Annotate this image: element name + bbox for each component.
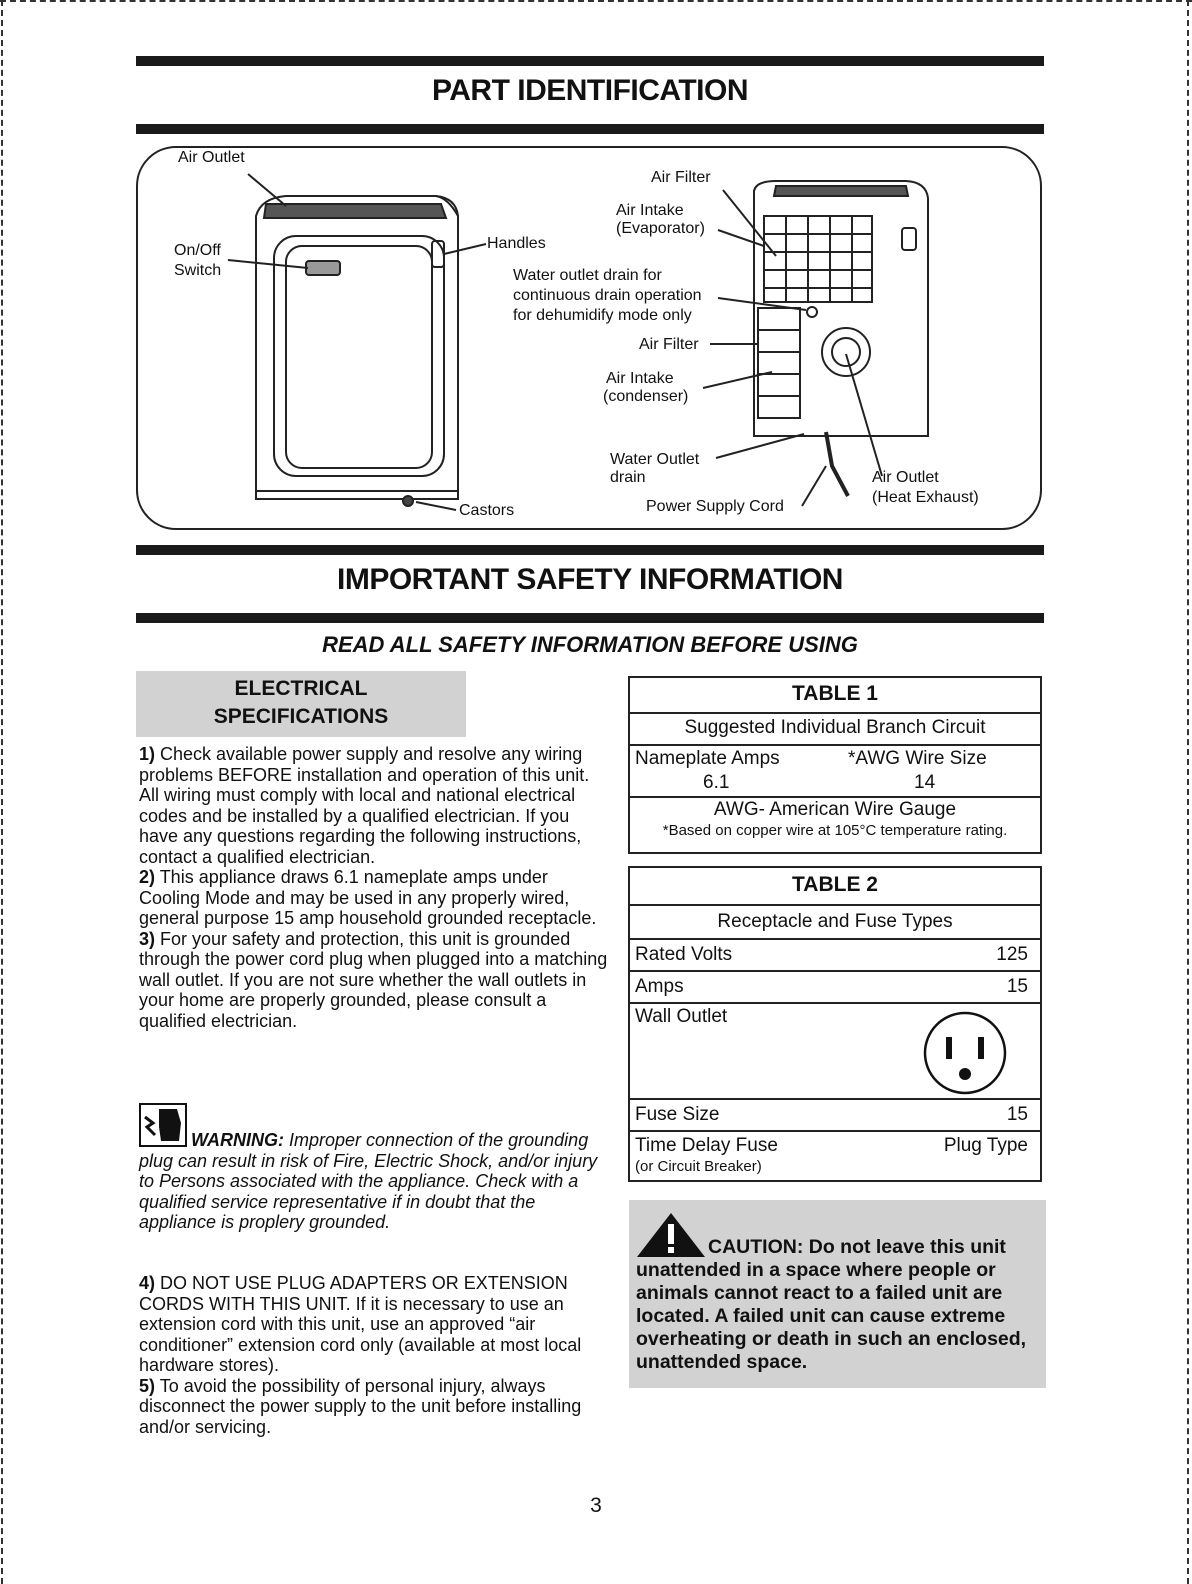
label-handles: Handles — [487, 235, 546, 252]
caution-body: Do not leave this unit unattended in a space where people or animals cannot react to a failed unit are located. A failed unit can cause extreme overheating or death in such an enclosed, unattended space. — [636, 1236, 1027, 1373]
rear-unit-grille — [774, 186, 908, 196]
drain-port — [807, 307, 817, 317]
leaders — [228, 174, 882, 510]
label-power-cord: Power Supply Cord — [646, 498, 784, 515]
table2-fuse-size-row — [630, 1098, 1040, 1130]
exhaust-fan-inner — [832, 338, 860, 366]
label-water-outlet-2: drain — [610, 469, 646, 486]
label-air-outlet-exhaust-2: (Heat Exhaust) — [872, 489, 979, 506]
front-handle — [432, 241, 444, 267]
safety-rule-bottom — [136, 613, 1044, 623]
rear-handle — [902, 228, 916, 250]
safety-rule-top — [136, 545, 1044, 555]
condenser-grid — [758, 330, 800, 396]
table2-rated-volts-row — [630, 938, 1040, 970]
table-1 — [628, 676, 1042, 854]
table1-col2-header: *AWG Wire Size — [848, 748, 987, 769]
page-number: 3 — [590, 1494, 602, 1517]
label-air-filter-top: Air Filter — [651, 169, 711, 186]
safety-item-2: 2) This appliance draws 6.1 nameplate amps under Cooling Mode and may be used in any properly wired, general purpose 15 amp household grounded receptacle. — [139, 867, 597, 928]
fuse-size-value: 15 — [1006, 1104, 1028, 1125]
table1-col1-value: 6.1 — [703, 772, 730, 793]
table1-note-2: *Based on copper wire at 105°C temperature rating. — [662, 822, 1008, 839]
amps-label: Amps — [635, 976, 684, 997]
rated-volts-value: 125 — [996, 944, 1028, 965]
electrical-spec-line-1: ELECTRICAL — [234, 677, 368, 700]
front-panel — [274, 236, 444, 476]
label-on-off-1: On/Off — [174, 242, 221, 259]
table1-subtitle: Suggested Individual Branch Circuit — [630, 712, 1040, 744]
safety-item-4: 4) DO NOT USE PLUG ADAPTERS OR EXTENSION CORDS WITH THIS UNIT. If it is necessary to use an extension cord with this unit, use an approved “air conditioner” extension cord only (available at most local hardware stores). — [139, 1273, 582, 1375]
on-off-switch — [306, 261, 340, 275]
table2-time-delay-row — [630, 1130, 1040, 1180]
part-identification-title: PART IDENTIFICATION — [431, 74, 749, 107]
label-air-intake-cond-2: (condenser) — [603, 388, 689, 405]
table-2 — [628, 866, 1042, 1182]
time-delay-sub: (or Circuit Breaker) — [635, 1158, 762, 1175]
rated-volts-label: Rated Volts — [635, 944, 733, 965]
evaporator-intake — [764, 216, 872, 302]
table1-values-row — [630, 744, 1040, 796]
amps-value: 15 — [1006, 976, 1028, 997]
table1-notes-row — [630, 796, 1040, 852]
cut-line-left — [1, 0, 3, 1584]
label-air-intake-evap-1: Air Intake — [616, 202, 684, 219]
warning-body: Improper connection of the grounding plug can result in risk of Fire, Electric Shock, and/or injury to Persons associated with the appliance. Check with a qualified service representative if in doubt that the appliance is proplery grounded. — [139, 1130, 598, 1232]
cut-line-top — [0, 0, 1192, 2]
table2-amps-row — [630, 970, 1040, 1002]
exhaust-fan-outer — [822, 328, 870, 376]
title-rule-top — [136, 56, 1044, 66]
condenser-intake — [758, 308, 800, 418]
safety-items-4-5 — [139, 1273, 611, 1437]
table1-col2-value: 14 — [914, 772, 936, 793]
safety-subtitle: READ ALL SAFETY INFORMATION BEFORE USING — [322, 632, 858, 657]
title-rule-bottom — [136, 124, 1044, 134]
caution-lead: CAUTION: — [708, 1236, 804, 1258]
electrical-spec-line-2: SPECIFICATIONS — [213, 705, 389, 728]
table2-title: TABLE 2 — [792, 873, 878, 896]
front-unit-grille — [264, 204, 446, 218]
table1-title: TABLE 1 — [792, 682, 878, 705]
label-water-drain-1: Water outlet drain for — [513, 267, 662, 284]
caution-paragraph — [636, 1236, 1044, 1374]
safety-items-1-3 — [139, 744, 611, 1031]
table2-wall-outlet-row — [630, 1002, 1040, 1098]
power-cord — [826, 432, 848, 496]
label-on-off-2: Switch — [174, 262, 222, 279]
time-delay-label: Time Delay Fuse — [635, 1135, 778, 1156]
label-air-filter-lower: Air Filter — [639, 336, 699, 353]
fuse-size-label: Fuse Size — [635, 1104, 720, 1125]
safety-item-3: 3) For your safety and protection, this unit is grounded through the power cord plug when plugged into a matching wall outlet. If you are not sure whether the wall outlets in your home are properly grounded, please consult a qualified electrician. — [139, 928, 608, 1031]
table1-note-1: AWG- American Wire Gauge — [713, 799, 957, 820]
wall-outlet-icon — [922, 1010, 1008, 1096]
warning-lead: WARNING: — [191, 1130, 284, 1150]
label-air-outlet: Air Outlet — [178, 149, 245, 166]
label-water-outlet-1: Water Outlet — [610, 451, 700, 468]
safety-title: IMPORTANT SAFETY INFORMATION — [337, 563, 843, 596]
label-water-drain-3: for dehumidify mode only — [513, 307, 692, 324]
front-panel-inner — [286, 246, 432, 468]
label-air-outlet-exhaust-1: Air Outlet — [872, 469, 939, 486]
table1-col1-header: Nameplate Amps — [635, 748, 780, 769]
wall-outlet-label: Wall Outlet — [635, 1006, 728, 1027]
electrical-spec-heading — [136, 671, 466, 737]
table2-subtitle: Receptacle and Fuse Types — [630, 904, 1040, 938]
safety-item-1: 1) Check available power supply and resolve any wiring problems BEFORE installation and operation of this unit. All wiring must comply with local and national electrical codes and be installed by a qualified electrician. If you have any questions regarding the following instructions, contact a qualified electrician. — [139, 744, 590, 867]
front-base — [256, 491, 458, 499]
evaporator-grid — [764, 216, 872, 302]
plug-type-label: Plug Type — [943, 1135, 1028, 1156]
label-air-intake-evap-2: (Evaporator) — [616, 220, 705, 237]
warning-paragraph — [139, 1130, 611, 1233]
label-air-intake-cond-1: Air Intake — [606, 370, 674, 387]
label-water-drain-2: continuous drain operation — [513, 287, 702, 304]
safety-item-5: 5) To avoid the possibility of personal injury, always disconnect the power supply to the unit before installing and/or servicing. — [139, 1375, 582, 1437]
castor — [403, 496, 413, 506]
label-castors: Castors — [459, 502, 515, 519]
cut-line-right — [1187, 0, 1189, 1584]
